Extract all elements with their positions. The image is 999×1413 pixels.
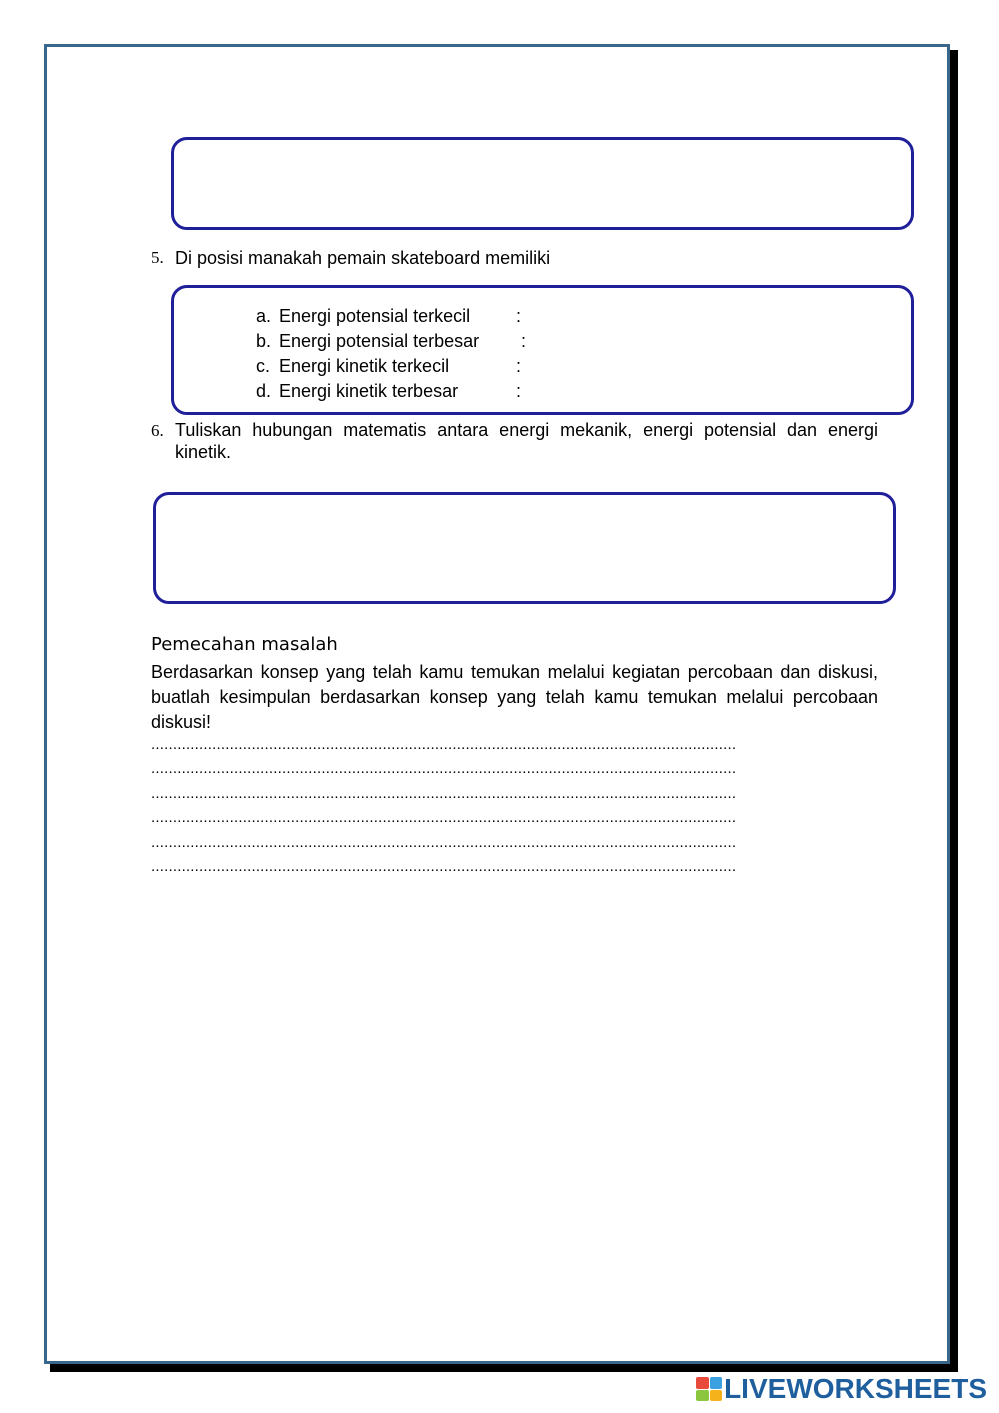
answer-lines[interactable]: [151, 733, 871, 879]
answer-box-previous[interactable]: [171, 137, 914, 230]
section-instructions: Berdasarkan konsep yang telah kamu temukan melalui kegiatan percobaan dan diskusi, buatlah kesimpulan berdasarkan konsep yang telah kamu temukan melalui percobaan diskusi!: [151, 662, 878, 732]
dotted-line[interactable]: ......................................................................................................................................: [151, 809, 737, 827]
answer-box-question-6[interactable]: [153, 492, 896, 604]
question-5-text: Di posisi manakah pemain skateboard memiliki: [175, 248, 551, 268]
question-5-number: 5.: [151, 248, 164, 267]
option-label: Energi kinetik terkecil: [279, 356, 450, 376]
option-separator: :: [516, 356, 522, 376]
dotted-line[interactable]: ......................................................................................................................................: [151, 784, 737, 802]
option-letter: b.: [256, 331, 272, 351]
option-separator: :: [516, 381, 522, 401]
option-separator: :: [521, 331, 527, 351]
option-b: [256, 329, 526, 354]
option-label: Energi kinetik terbesar: [279, 381, 459, 401]
option-separator: :: [516, 306, 522, 326]
option-label: Energi potensial terbesar: [279, 331, 480, 351]
option-letter: a.: [256, 306, 272, 326]
dotted-line[interactable]: ......................................................................................................................................: [151, 760, 737, 778]
option-letter: c.: [256, 356, 271, 376]
dotted-line[interactable]: ......................................................................................................................................: [151, 833, 737, 851]
option-c: [256, 354, 526, 379]
liveworksheets-brand: [696, 1375, 987, 1403]
answer-box-question-5[interactable]: [171, 285, 914, 415]
option-letter: d.: [256, 381, 272, 401]
section-title: Pemecahan masalah: [151, 634, 338, 655]
option-d: [256, 379, 526, 404]
option-a: [256, 304, 526, 329]
option-label: Energi potensial terkecil: [279, 306, 471, 326]
dotted-line[interactable]: ......................................................................................................................................: [151, 736, 737, 753]
dotted-line[interactable]: ......................................................................................................................................: [151, 858, 737, 876]
question-5-options: [256, 304, 526, 404]
question-6-text: Tuliskan hubungan matematis antara energi mekanik, energi potensial dan energi kinetik.: [175, 420, 878, 462]
liveworksheets-logo-icon: [696, 1377, 722, 1401]
question-6-number: 6.: [151, 421, 164, 440]
brand-text: LIVEWORKSHEETS: [724, 1373, 987, 1404]
